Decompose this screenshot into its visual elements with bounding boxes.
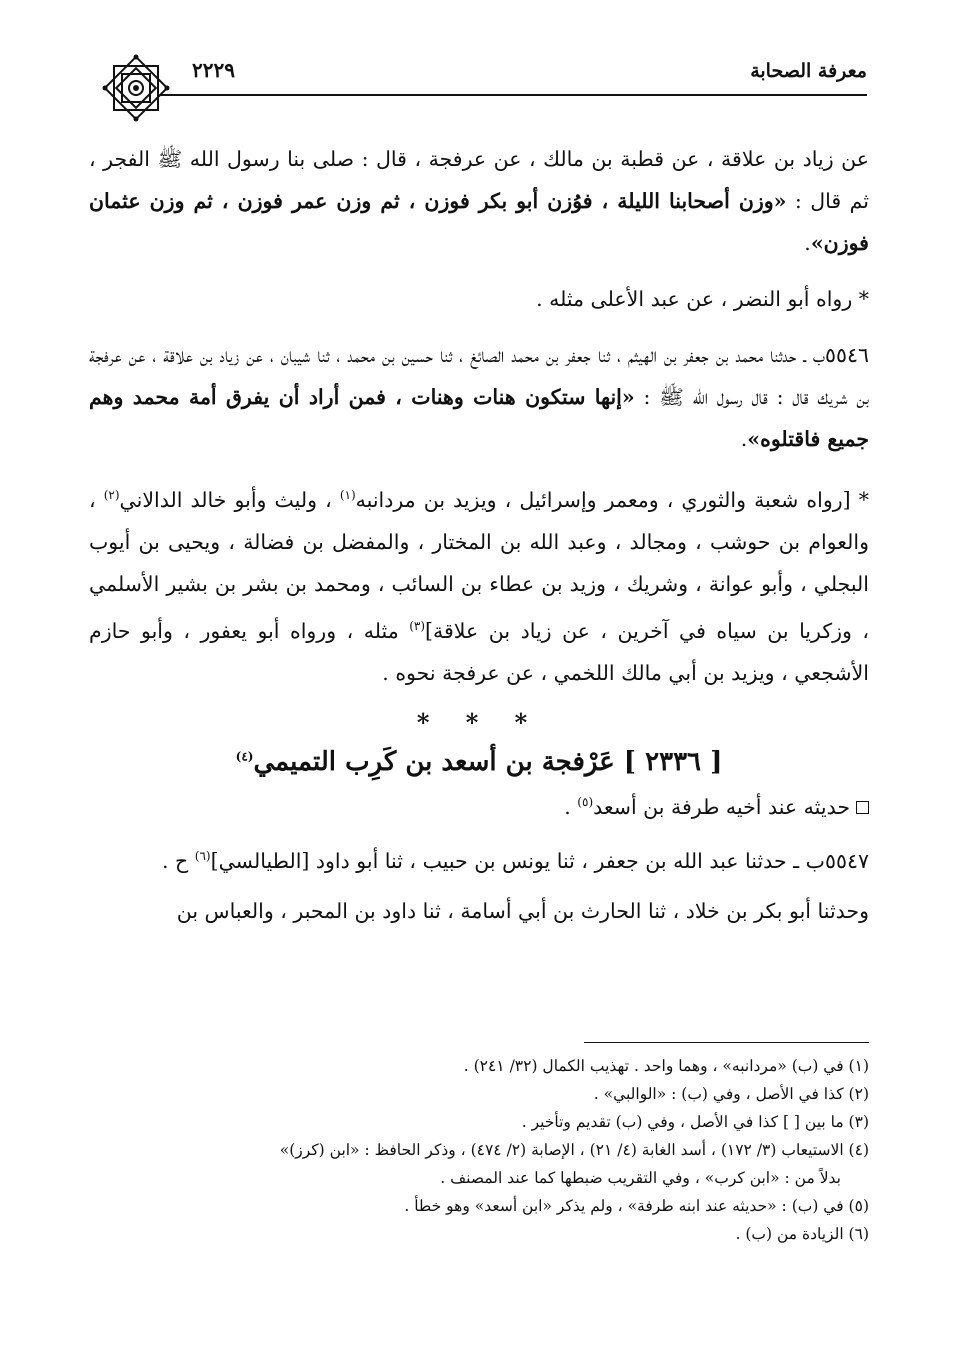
- footnote-ref: (٣): [409, 618, 426, 633]
- paragraph-text: ، وليث وأبو خالد الدالاني: [119, 487, 340, 512]
- paragraph-end: .: [740, 427, 748, 451]
- footnote-ref: (١): [339, 488, 356, 502]
- footnote-ref: (٦): [194, 849, 211, 864]
- footnote-3: (٣) ما بين [ ] كذا في الأصل ، وفي (ب) تقديم وتأخير .: [521, 1113, 869, 1131]
- footnotes: [89, 1052, 869, 1248]
- section-separator: * * *: [416, 707, 542, 737]
- footnote-4-continued: بدلاً من : «ابن كرب» ، وفي التقريب ضبطها كما عند المصنف .: [440, 1169, 841, 1187]
- footnote-ref: (٥): [577, 794, 594, 809]
- heading-text: [ ٢٣٣٦ ] عَرْفجة بن أسعد بن كَرِب التميمي: [253, 746, 723, 777]
- paragraph-text: * [رواه شعبة والثوري ، ومعمر وإسرائيل ، ويزيد بن مردانبه: [355, 487, 869, 512]
- paragraph-text: ، والعوام بن حوشب ، ومجالد ، وعبد الله بن المختار ، والمفضل بن فضالة ، ويحيى بن أيوب البجلي ، وأبو عوانة ، وشريك ، وزيد بن عطاء بن السائب ، ومحمد بن بشر بن بشير الأسلمي ، وزكريا بن سياه في آخرين ، عن زياد بن علاقة]: [89, 487, 870, 643]
- paragraph-4: [89, 474, 869, 694]
- footnote-5: (٥) في (ب) : «حديثه عند ابنه طرفة» ، ولم يذكر «ابن أسعد» وهو خطأ .: [404, 1197, 869, 1215]
- paragraph-5: [89, 781, 869, 828]
- paragraph-7: وحدثنا أبو بكر بن خلاد ، ثنا الحارث بن أبي أسامة ، ثنا داود بن المحبر ، والعباس بن: [176, 899, 869, 924]
- page-number: ٢٢٢٩: [192, 58, 235, 82]
- book-title: معرفة الصحابة: [750, 60, 867, 82]
- paragraph-end: .: [564, 794, 578, 819]
- paragraph-end: ح .: [161, 849, 195, 874]
- hadith-quote: «وزن أصحابنا الليلة ، فوُزن أبو بكر فوزن ، ثم وزن عمر فوزن ، ثم وزن عثمان فوزن»: [89, 189, 869, 255]
- footnote-1: (١) في (ب) «مردانبه» ، وهما واحد . تهذيب الكمال (٣٢/ ٢٤١) .: [463, 1057, 869, 1075]
- paragraph-end: .: [804, 231, 811, 255]
- hadith-quote: «إنها ستكون هنات وهنات ، فمن أراد أن يفرق أمة محمد وهم جميع فاقتلوه»: [89, 385, 869, 451]
- paragraph-text: ٥٥٤٦ب ـ حدثنا محمد بن جعفر بن الهيثم ، ثنا جعفر بن محمد الصائغ ، ثنا حسين بن محمد ، ثنا شيبان ، عن زياد بن علاقة ، عن عرفجة بن شريك قال : قال رسول الله ﷺ :: [89, 343, 869, 409]
- section-heading: [89, 747, 869, 777]
- footnote-rule: [584, 1042, 869, 1043]
- paragraph-1: [89, 138, 869, 264]
- footnote-6: (٦) الزيادة من (ب) .: [735, 1225, 869, 1243]
- footnote-4: (٤) الاستيعاب (٣/ ١٧٢) ، أسد الغابة (٤/ ٢١) ، الإصابة (٢/ ٤٧٤) ، وذكر الحافظ : «ابن (كرز)»: [279, 1141, 869, 1159]
- paragraph-6: [89, 835, 869, 882]
- star-ornament-icon: [100, 52, 172, 124]
- paragraph-3: [89, 334, 869, 460]
- main-text: [89, 138, 869, 932]
- square-bullet-icon: [856, 801, 869, 814]
- paragraph-text: مثله ، ورواه أبو يعفور ، وأبو حازم الأشجعي ، ويزيد بن أبي مالك اللخمي ، عن عرفجة نحوه .: [89, 618, 869, 685]
- paragraph-text: ٥٥٤٧ب ـ حدثنا عبد الله بن جعفر ، ثنا يونس بن حبيب ، ثنا أبو داود [الطيالسي]: [210, 849, 869, 874]
- paragraph-text: عن زياد بن علاقة ، عن قطبة بن مالك ، عن عرفجة ، قال : صلى بنا رسول الله ﷺ الفجر ، ثم قال :: [89, 147, 869, 213]
- paragraph-text: حديثه عند أخيه طرفة بن أسعد: [593, 794, 850, 819]
- footnote-ref: (٤): [235, 749, 254, 763]
- footnote-ref: (٢): [103, 488, 120, 502]
- running-header: [100, 52, 867, 96]
- header-rule: [160, 94, 867, 96]
- footnote-2: (٢) كذا في الأصل ، وفي (ب) : «الوالبي» .: [593, 1085, 869, 1103]
- paragraph-2: * رواه أبو النضر ، عن عبد الأعلى مثله .: [536, 287, 869, 311]
